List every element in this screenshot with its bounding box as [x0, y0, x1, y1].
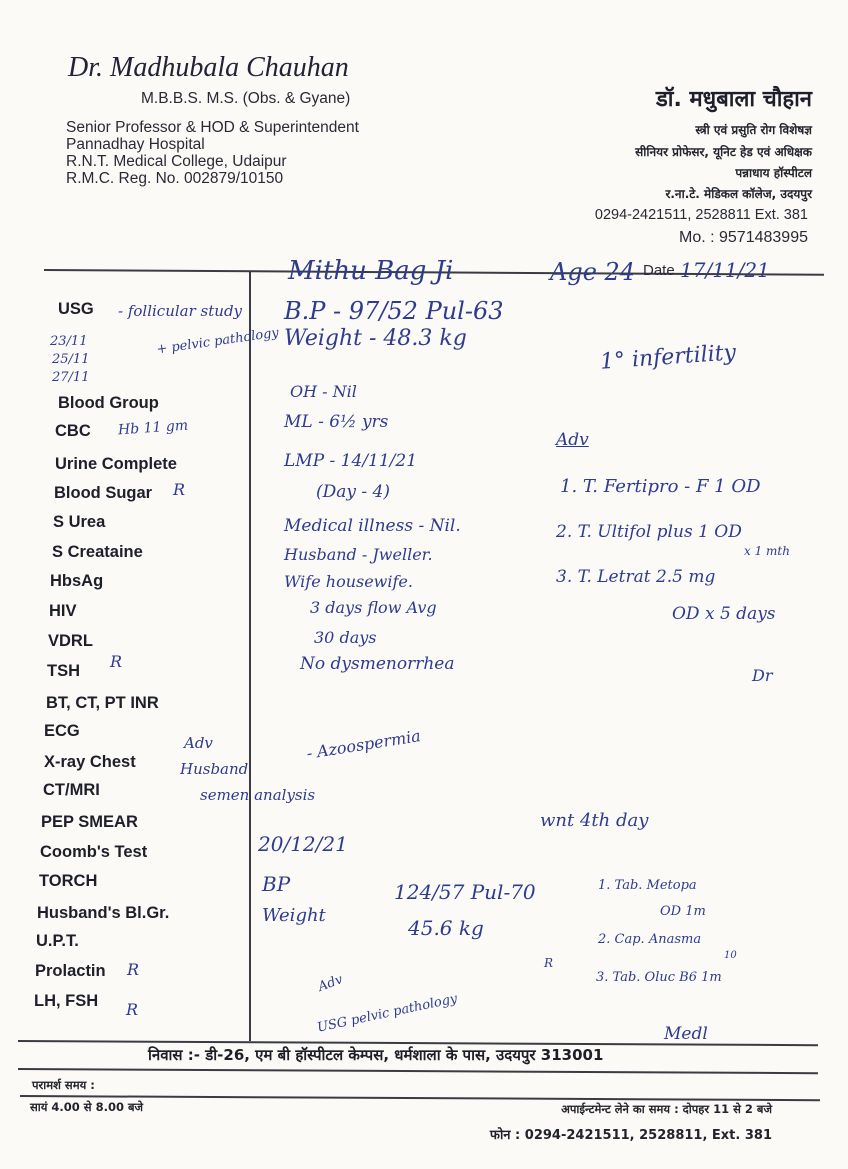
hw-wnt: wnt 4th day: [540, 810, 649, 831]
hw-weight2-value: 45.6 kg: [408, 916, 484, 940]
test-s-urea: S Urea: [53, 513, 106, 531]
hw-bp2: BP: [262, 872, 291, 896]
hw-flow: 3 days flow Avg: [310, 598, 437, 617]
test-xray-chest: X-ray Chest: [44, 753, 136, 771]
hw-sign1: Dr: [752, 666, 773, 685]
hw-prolactin-note: R: [127, 960, 140, 979]
hw-rxb1b: OD 1m: [660, 904, 706, 919]
specialty-hi: स्त्री एवं प्रसुति रोग विशेषज्ञ: [695, 123, 812, 137]
test-pep-smear: PEP SMEAR: [41, 813, 138, 831]
hospital-hi: पन्नाधाय हॉस्पीटल: [735, 166, 812, 180]
college: R.N.T. Medical College, Udaipur: [66, 153, 287, 170]
test-hiv: HIV: [49, 602, 77, 620]
test-lh-fsh: LH, FSH: [34, 992, 99, 1010]
test-upt: U.P.T.: [36, 932, 79, 950]
test-bt-ct-pt-inr: BT, CT, PT INR: [46, 694, 159, 712]
hw-rxb3: 3. Tab. Oluc B6 1m: [596, 970, 722, 985]
hw-age: Age 24: [550, 258, 636, 286]
designation: Senior Professor & HOD & Superintendent: [66, 119, 359, 136]
footer-rule-mid: [18, 1068, 818, 1074]
mobile: Mo. : 9571483995: [679, 229, 808, 246]
test-cbc: CBC: [55, 422, 91, 440]
consult-label: परामर्श समय :: [32, 1078, 95, 1092]
hw-infertility: 1° infertility: [599, 340, 737, 375]
test-prolactin: Prolactin: [35, 962, 106, 980]
hw-usg-pelvic: USG pelvic pathology: [315, 991, 459, 1036]
hw-bp2-value: 124/57 Pul-70: [394, 880, 536, 904]
date-label: Date: [643, 262, 675, 279]
hw-patient-name: Mithu Bag Ji: [288, 256, 454, 286]
hw-rxb2b: 10: [724, 950, 737, 961]
hw-ml: ML - 6½ yrs: [284, 412, 389, 432]
hw-tsh-note: R: [110, 652, 123, 671]
hw-usg-d1: 23/11: [50, 334, 88, 349]
hw-lhfsh-note: R: [126, 1000, 139, 1019]
hw-rx2: 2. T. Ultifol plus 1 OD: [556, 522, 742, 542]
hw-cbc-note: Hb 11 gm: [117, 417, 189, 439]
hw-adv3: Adv: [316, 972, 345, 995]
hw-sign2: Medl: [664, 1024, 708, 1044]
hw-wife: Wife housewife.: [284, 572, 413, 591]
hw-adv1: Adv: [556, 430, 589, 450]
test-ecg: ECG: [44, 722, 80, 740]
test-coombs: Coomb's Test: [40, 843, 148, 861]
hw-sign2-mark: R: [544, 956, 554, 970]
hw-usg-d2: 25/11: [52, 352, 90, 367]
appointment-time: अपाईन्टमेन्ट लेने का समय : दोपहर 11 से 2 बजे: [561, 1102, 772, 1116]
doctor-name-en: Dr. Madhubala Chauhan: [68, 52, 349, 83]
hw-rx2b: x 1 mth: [744, 544, 790, 558]
hw-rxb2: 2. Cap. Anasma: [598, 932, 702, 947]
reg-no: R.M.C. Reg. No. 002879/10150: [66, 170, 284, 187]
qualification: M.B.B.S. M.S. (Obs. & Gyane): [141, 90, 351, 107]
test-blood-group: Blood Group: [58, 394, 159, 412]
consult-time: सायं 4.00 से 8.00 बजे: [30, 1100, 144, 1114]
test-ct-mri: CT/MRI: [43, 781, 100, 799]
column-divider: [249, 271, 251, 1041]
hw-husband2: Husband: [180, 760, 249, 778]
hw-rx3b: OD x 5 days: [672, 604, 776, 624]
hospital: Pannadhay Hospital: [66, 136, 205, 153]
test-urine-complete: Urine Complete: [55, 455, 177, 473]
test-torch: TORCH: [39, 872, 98, 890]
hw-weight2: Weight: [262, 905, 326, 926]
doctor-name-hi: डॉ. मधुबाला चौहान: [656, 87, 812, 112]
hw-date2: 20/12/21: [258, 832, 348, 856]
hw-bp1: B.P - 97/52 Pul-63: [284, 297, 504, 325]
hw-lmp: LMP - 14/11/21: [284, 451, 418, 471]
hw-dysmenorrhea: No dysmenorrhea: [300, 654, 455, 674]
college-hi: र.ना.टे. मेडिकल कॉलेज, उदयपुर: [665, 187, 812, 201]
hw-adv2: Adv: [184, 734, 213, 752]
hw-bs-note: R: [173, 480, 186, 499]
test-blood-sugar: Blood Sugar: [54, 484, 153, 502]
hw-weight1: Weight - 48.3 kg: [284, 326, 467, 351]
hw-usg-note: - follicular study: [118, 302, 243, 320]
hw-rx3: 3. T. Letrat 2.5 mg: [556, 567, 716, 587]
hw-usg-note2: + pelvic pathology: [155, 325, 280, 358]
test-s-creataine: S Creataine: [52, 543, 143, 561]
phone: 0294-2421511, 2528811 Ext. 381: [594, 207, 808, 223]
hw-cycle: 30 days: [314, 628, 377, 647]
hw-day: (Day - 4): [316, 482, 391, 502]
hw-medical: Medical illness - Nil.: [284, 516, 461, 536]
hw-rx1: 1. T. Fertipro - F 1 OD: [560, 476, 761, 497]
designation-hi: सीनियर प्रोफेसर, यूनिट हेड एवं अधिक्षक: [635, 145, 812, 159]
hw-semen: semen analysis: [200, 786, 316, 804]
date-value: 17/11/21: [680, 258, 770, 282]
hw-azoospermia: - Azoospermia: [305, 726, 422, 763]
hw-oh: OH - Nil: [290, 382, 357, 401]
hw-rxb1: 1. Tab. Metopa: [598, 878, 697, 893]
test-usg: USG: [58, 300, 94, 318]
test-hbsag: HbsAg: [50, 572, 104, 590]
test-husband-blgr: Husband's Bl.Gr.: [37, 904, 170, 922]
hw-usg-d3: 27/11: [52, 370, 90, 385]
footer-address: निवास :- डी-26, एम बी हॉस्पीटल केम्पस, धर्मशाला के पास, उदयपुर 313001: [148, 1046, 604, 1064]
test-vdrl: VDRL: [48, 632, 93, 650]
footer-phone: फोन : 0294-2421511, 2528811, Ext. 381: [489, 1128, 772, 1143]
hw-husband: Husband - Jweller.: [284, 545, 433, 564]
test-tsh: TSH: [47, 662, 80, 680]
